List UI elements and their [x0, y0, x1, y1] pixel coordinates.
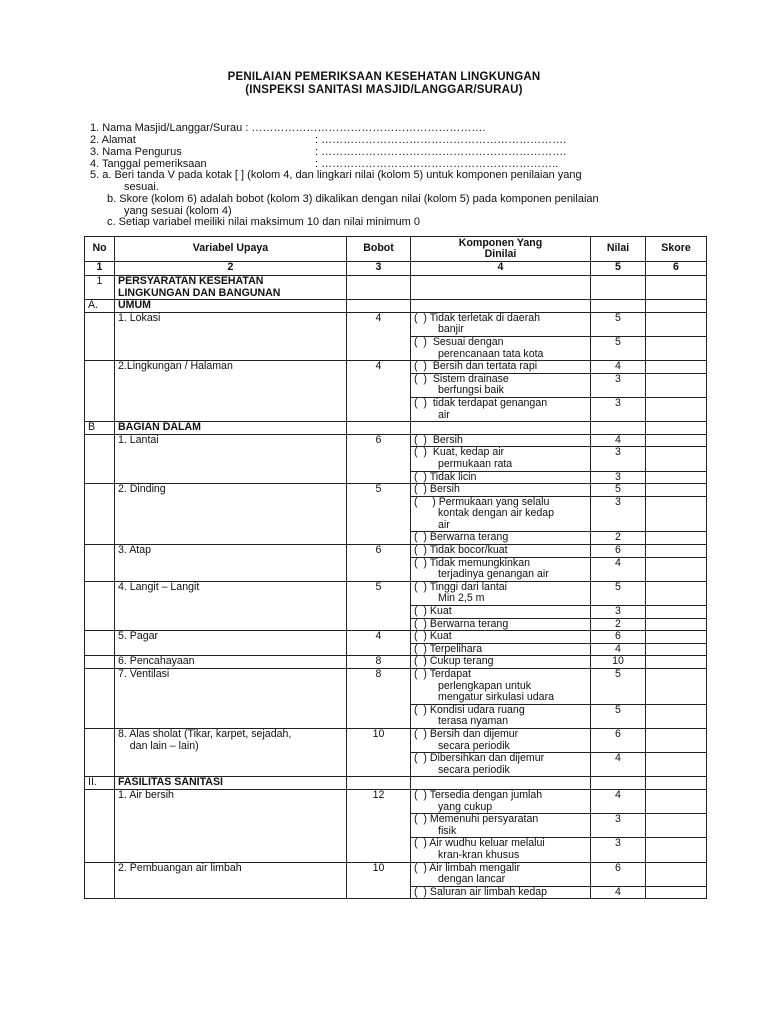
skore-cell[interactable] [646, 838, 707, 862]
nilai-cell[interactable]: 6 [591, 862, 646, 886]
komponen-cell[interactable] [411, 447, 591, 471]
instruction-5a: 5. a. Beri tanda V pada kotak [ ] (kolom 4, dan lingkari nilai (kolom 5) untuk komponen penilaian yang [90, 169, 582, 181]
nilai-cell[interactable]: 3 [591, 373, 646, 397]
no-cell [85, 631, 115, 656]
skore-cell[interactable] [646, 581, 707, 605]
section-title: BAGIAN DALAM [115, 422, 347, 435]
komponen-cell[interactable] [411, 361, 591, 374]
komponen-cell[interactable] [411, 545, 591, 558]
komponen-text: ( ) Bersih [414, 483, 460, 496]
table-row [85, 581, 707, 605]
skore-cell[interactable] [646, 862, 707, 886]
instruction-5c: c. Setiap variabel meiliki nilai maksimum 10 dan nilai minimum 0 [107, 216, 421, 228]
section-number: A. [85, 300, 115, 313]
variabel-cell: 8. Alas sholat (Tikar, karpet, sejadah, dan lain – lain) [115, 728, 347, 776]
variabel-cell: 2. Pembuangan air limbah [115, 862, 347, 899]
column-number-row [85, 262, 707, 276]
instruction-5b: b. Skore (kolom 6) adalah bobot (kolom 3) dikalikan dengan nilai (kolom 5) pada komponen penilaian [107, 193, 599, 205]
instruction-5a-cont: sesuai. [124, 181, 159, 193]
komponen-text: ( ) Memenuhi persyaratan [414, 813, 539, 826]
no-cell [85, 789, 115, 862]
skore-cell[interactable] [646, 669, 707, 705]
no-cell [85, 434, 115, 483]
komponen-text: ( ) Kondisi udara ruang [414, 703, 525, 716]
komponen-text: ( ) Tinggi dari lantai [414, 580, 508, 593]
komponen-text: ( ) Air wudhu keluar melalui [414, 837, 545, 850]
nilai-cell[interactable]: 10 [591, 656, 646, 669]
komponen-cell[interactable] [411, 606, 591, 619]
nilai-cell[interactable]: 5 [591, 312, 646, 336]
komponen-cell[interactable] [411, 704, 591, 728]
nilai-cell[interactable]: 3 [591, 471, 646, 484]
table-row [85, 312, 707, 336]
info-fill-line: : …………………………………………………………. [315, 134, 567, 146]
bobot-cell: 8 [347, 656, 411, 669]
skore-cell[interactable] [646, 434, 707, 447]
no-cell [85, 862, 115, 899]
komponen-cell[interactable] [411, 669, 591, 705]
komponen-cell[interactable] [411, 618, 591, 631]
nilai-cell[interactable]: 2 [591, 618, 646, 631]
komponen-text: ( ) Tersedia dengan jumlah [414, 788, 543, 801]
section-row [85, 276, 707, 300]
nilai-cell[interactable]: 4 [591, 557, 646, 581]
nilai-cell[interactable]: 3 [591, 814, 646, 838]
komponen-text: ( ) Bersih dan tertata rapi [414, 360, 538, 373]
info-fill-line: : ………………………………………………………. [245, 122, 486, 134]
nilai-cell[interactable]: 6 [591, 728, 646, 752]
info-alamat [90, 134, 566, 146]
col-number: 3 [347, 262, 411, 276]
komponen-text: ( ) Saluran air limbah kedap [414, 885, 548, 898]
komponen-text: ( ) tidak terdapat genangan [414, 396, 548, 409]
section-row [85, 300, 707, 313]
section-row [85, 422, 707, 435]
header-bobot: Bobot [347, 237, 411, 262]
nilai-cell[interactable]: 2 [591, 532, 646, 545]
skore-cell[interactable] [646, 789, 707, 813]
nilai-cell[interactable]: 3 [591, 397, 646, 421]
no-cell [85, 728, 115, 776]
table-body [85, 262, 707, 899]
section-number: B [85, 422, 115, 435]
komponen-cell[interactable] [411, 753, 591, 777]
nilai-cell[interactable]: 5 [591, 581, 646, 605]
col-number: 1 [85, 262, 115, 276]
komponen-text-cont: kran-kran khusus [438, 848, 520, 861]
info-fill-line: : …………………………………………………………. [315, 146, 567, 158]
bobot-cell: 12 [347, 789, 411, 862]
nilai-cell[interactable]: 6 [591, 631, 646, 644]
komponen-cell[interactable] [411, 434, 591, 447]
info-fill-line: : ……………………………………………………….. [315, 158, 559, 170]
komponen-cell[interactable] [411, 336, 591, 360]
komponen-text-cont: perlengkapan untuk mengatur sirkulasi udara [438, 679, 554, 704]
komponen-cell[interactable] [411, 496, 591, 532]
skore-cell[interactable] [646, 643, 707, 656]
nilai-cell[interactable]: 4 [591, 789, 646, 813]
section-number: II. [85, 777, 115, 790]
komponen-cell[interactable] [411, 532, 591, 545]
table-row [85, 631, 707, 644]
komponen-cell[interactable] [411, 631, 591, 644]
skore-cell[interactable] [646, 631, 707, 644]
komponen-text: ( ) Kuat, kedap air [414, 446, 505, 459]
bobot-cell: 5 [347, 484, 411, 545]
skore-cell[interactable] [646, 532, 707, 545]
nilai-cell[interactable]: 3 [591, 496, 646, 532]
komponen-cell[interactable] [411, 643, 591, 656]
info-label: 2. Alamat [90, 134, 136, 146]
nilai-cell[interactable]: 4 [591, 753, 646, 777]
komponen-cell[interactable] [411, 471, 591, 484]
section-title: UMUM [115, 300, 347, 313]
info-label: 4. Tanggal pemeriksaan [90, 158, 207, 170]
skore-cell[interactable] [646, 361, 707, 374]
komponen-cell[interactable] [411, 557, 591, 581]
variabel-cell: 5. Pagar [115, 631, 347, 656]
skore-cell[interactable] [646, 656, 707, 669]
no-cell [85, 312, 115, 360]
header-skore: Skore [646, 237, 707, 262]
nilai-cell[interactable]: 6 [591, 545, 646, 558]
bobot-cell: 6 [347, 434, 411, 483]
col-number: 5 [591, 262, 646, 276]
komponen-text: ( ) Air limbah mengalir [414, 861, 520, 874]
komponen-text: ( ) Bersih dan dijemur [414, 727, 519, 740]
komponen-text: ( ) Terdapat [414, 668, 471, 680]
komponen-cell[interactable] [411, 886, 591, 899]
komponen-text: ( ) Dibersihkan dan dijemur [414, 752, 545, 765]
nilai-cell[interactable]: 5 [591, 484, 646, 497]
table-row [85, 361, 707, 374]
komponen-cell[interactable] [411, 312, 591, 336]
skore-cell[interactable] [646, 545, 707, 558]
assessment-table [84, 236, 707, 899]
komponen-text: ( ) Berwarna terang [414, 617, 509, 630]
info-label: 3. Nama Pengurus [90, 146, 182, 158]
komponen-text-cont: Min 2,5 m [438, 592, 485, 605]
no-cell [85, 656, 115, 669]
bobot-cell: 8 [347, 669, 411, 729]
skore-cell[interactable] [646, 471, 707, 484]
komponen-text: ( ) Sesuai dengan [414, 335, 504, 348]
bobot-cell: 5 [347, 581, 411, 630]
komponen-text-cont: secara periodik [438, 763, 510, 776]
info-nama-pengurus [90, 146, 566, 158]
bobot-cell: 4 [347, 312, 411, 360]
skore-cell[interactable] [646, 484, 707, 497]
komponen-text-cont: perencanaan tata kota [438, 347, 544, 360]
col-number: 2 [115, 262, 347, 276]
nilai-cell[interactable]: 3 [591, 838, 646, 862]
komponen-text-cont: kontak dengan air kedap air [438, 507, 555, 531]
nilai-cell[interactable]: 5 [591, 669, 646, 705]
skore-cell[interactable] [646, 728, 707, 752]
variabel-cell: 7. Ventilasi [115, 669, 347, 729]
section-row [85, 777, 707, 790]
document-title-line1: PENILAIAN PEMERIKSAAN KESEHATAN LINGKUNGAN [227, 71, 541, 83]
skore-cell[interactable] [646, 704, 707, 728]
nilai-cell[interactable]: 5 [591, 336, 646, 360]
komponen-cell[interactable] [411, 814, 591, 838]
header-variabel: Variabel Upaya [115, 237, 347, 262]
komponen-text-cont: permukaan rata [438, 457, 513, 470]
komponen-text-cont: air [438, 408, 450, 421]
col-number: 4 [411, 262, 591, 276]
komponen-cell[interactable] [411, 862, 591, 886]
table-row [85, 669, 707, 705]
header-komponen: Komponen Yang Dinilai [411, 237, 591, 262]
skore-cell[interactable] [646, 886, 707, 899]
table-row [85, 862, 707, 886]
bobot-cell: 6 [347, 545, 411, 582]
nilai-cell[interactable]: 3 [591, 606, 646, 619]
table-row [85, 545, 707, 558]
nilai-cell[interactable]: 4 [591, 643, 646, 656]
komponen-text-cont: dengan lancar [438, 873, 506, 886]
komponen-cell[interactable] [411, 373, 591, 397]
section-number: 1 [85, 276, 115, 300]
nilai-cell[interactable]: 4 [591, 361, 646, 374]
skore-cell[interactable] [646, 606, 707, 619]
skore-cell[interactable] [646, 397, 707, 421]
variabel-cell: 2. Dinding [115, 484, 347, 545]
skore-cell[interactable] [646, 312, 707, 336]
komponen-text: ( ) Berwarna terang [414, 531, 509, 544]
variabel-cell: 1. Lokasi [115, 312, 347, 360]
komponen-text: ( ) Permukaan yang selalu [414, 495, 550, 508]
komponen-text: ( ) Terpelihara [414, 642, 483, 655]
skore-cell[interactable] [646, 496, 707, 532]
skore-cell[interactable] [646, 373, 707, 397]
komponen-text: ( ) Tidak memungkinkan [414, 556, 530, 569]
skore-cell[interactable] [646, 618, 707, 631]
komponen-text-cont: yang cukup [438, 800, 493, 813]
variabel-cell: 3. Atap [115, 545, 347, 582]
skore-cell[interactable] [646, 814, 707, 838]
komponen-text-cont: berfungsi baik [438, 384, 504, 397]
komponen-text: ( ) Tidak terletak di daerah [414, 311, 541, 324]
bobot-cell: 10 [347, 728, 411, 776]
komponen-text: ( ) Bersih [414, 433, 463, 446]
variabel-cell: 4. Langit – Langit [115, 581, 347, 630]
nilai-cell[interactable]: 4 [591, 434, 646, 447]
komponen-text: ( ) Kuat [414, 630, 452, 643]
no-cell [85, 361, 115, 422]
header-nilai: Nilai [591, 237, 646, 262]
komponen-text-cont: banjir [438, 323, 464, 336]
komponen-cell[interactable] [411, 728, 591, 752]
komponen-cell[interactable] [411, 581, 591, 605]
skore-cell[interactable] [646, 447, 707, 471]
komponen-cell[interactable] [411, 656, 591, 669]
komponen-text-cont: secara periodik [438, 739, 510, 752]
komponen-text: ( ) Cukup terang [414, 655, 494, 668]
section-title: PERSYARATAN KESEHATAN LINGKUNGAN DAN BANGUNAN [115, 276, 347, 300]
nilai-cell[interactable]: 3 [591, 447, 646, 471]
table-row [85, 656, 707, 669]
bobot-cell: 4 [347, 631, 411, 656]
document-title-line2: (INSPEKSI SANITASI MASJID/LANGGAR/SURAU) [245, 84, 523, 96]
komponen-text: ( ) Sistem drainase [414, 372, 509, 385]
instruction-5b-cont: yang sesuai (kolom 4) [124, 205, 232, 217]
komponen-text: ( ) Kuat [414, 605, 452, 618]
table-row [85, 484, 707, 497]
table-row [85, 789, 707, 813]
no-cell [85, 484, 115, 545]
bobot-cell: 4 [347, 361, 411, 422]
table-row [85, 728, 707, 752]
komponen-cell[interactable] [411, 397, 591, 421]
variabel-cell: 6. Pencahayaan [115, 656, 347, 669]
section-title: FASILITAS SANITASI [115, 777, 347, 790]
komponen-cell[interactable] [411, 484, 591, 497]
nilai-cell[interactable]: 4 [591, 886, 646, 899]
skore-cell[interactable] [646, 753, 707, 777]
variabel-cell: 2.Lingkungan / Halaman [115, 361, 347, 422]
info-label: 1. Nama Masjid/Langgar/Surau [90, 122, 243, 134]
info-nama-masjid [90, 122, 485, 134]
no-cell [85, 669, 115, 729]
variabel-cell: 1. Air bersih [115, 789, 347, 862]
komponen-cell[interactable] [411, 838, 591, 862]
no-cell [85, 545, 115, 582]
komponen-text: ( ) Tidak licin [414, 470, 477, 483]
nilai-cell[interactable]: 5 [591, 704, 646, 728]
komponen-text: ( ) Tidak bocor/kuat [414, 544, 508, 557]
skore-cell[interactable] [646, 336, 707, 360]
bobot-cell: 10 [347, 862, 411, 899]
komponen-text-cont: terasa nyaman [438, 715, 509, 728]
komponen-text-cont: fisik [438, 824, 457, 837]
komponen-cell[interactable] [411, 789, 591, 813]
variabel-cell: 1. Lantai [115, 434, 347, 483]
skore-cell[interactable] [646, 557, 707, 581]
header-no: No [85, 237, 115, 262]
no-cell [85, 581, 115, 630]
col-number: 6 [646, 262, 707, 276]
table-row [85, 434, 707, 447]
komponen-text-cont: terjadinya genangan air [438, 568, 549, 581]
